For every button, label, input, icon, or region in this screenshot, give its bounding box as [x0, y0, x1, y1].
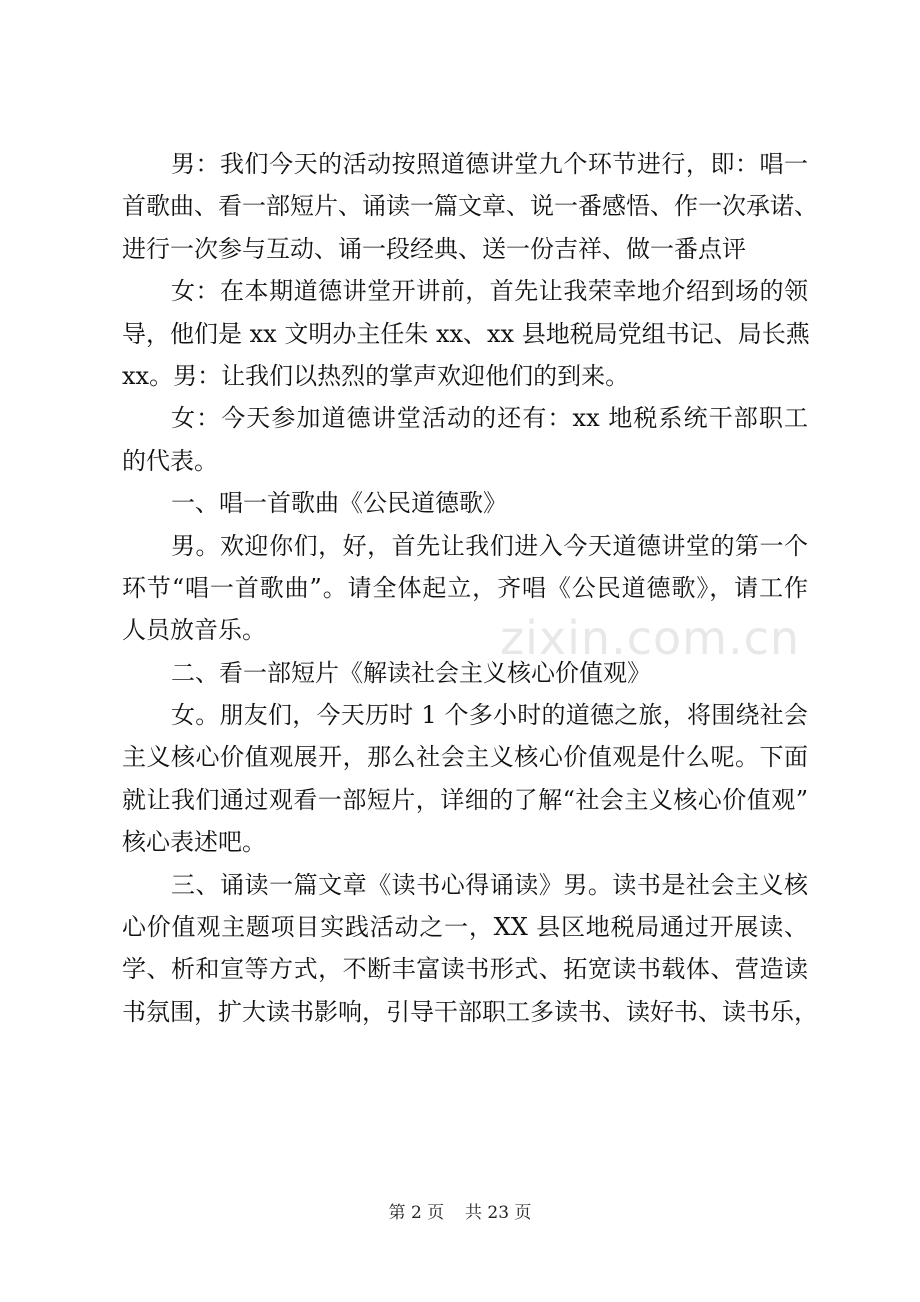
text-line: 心价值观主题项目实践活动之一，XX 县区地税局通过开展读、: [122, 913, 808, 942]
text-line: 就让我们通过观看一部短片，详细的了解“社会主义核心价值观”: [122, 785, 808, 814]
text-line: 三、诵读一篇文章《读书心得诵读》男。读书是社会主义核: [171, 870, 808, 899]
section-heading: 二、看一部短片《解读社会主义核心价值观》: [171, 658, 651, 687]
text-line: 主义核心价值观展开，那么社会主义核心价值观是什么呢。下面: [122, 743, 808, 772]
page-number: 第 2 页: [388, 1203, 445, 1223]
text-line: 男：我们今天的活动按照道德讲堂九个环节进行，即：唱一: [171, 150, 808, 178]
text-line: xx。男：让我们以热烈的掌声欢迎他们的到来。: [122, 361, 630, 390]
text-line: 环节“唱一首歌曲”。请全体起立，齐唱《公民道德歌》，请工作: [122, 573, 808, 602]
text-line: 男。欢迎你们，好，首先让我们进入今天道德讲堂的第一个: [171, 531, 808, 560]
text-line: 核心表述吧。: [122, 828, 266, 857]
document-body: [122, 143, 818, 1033]
section-heading: 一、唱一首歌曲《公民道德歌》: [171, 489, 507, 518]
text-line: 人员放音乐。: [122, 616, 266, 645]
watermark: zixin.com.cn: [500, 611, 801, 665]
text-line: 女。朋友们，今天历时 1 个多小时的道德之旅，将围绕社会: [171, 701, 808, 730]
text-line: 首歌曲、看一部短片、诵读一篇文章、说一番感悟、作一次承诺、: [122, 192, 818, 221]
text-line: 导，他们是 xx 文明办主任朱 xx、xx 县地税局党组书记、局长燕: [122, 319, 810, 348]
text-line: 书氛围，扩大读书影响，引导干部职工多读书、读好书、读书乐，: [122, 997, 818, 1026]
text-line: 进行一次参与互动、诵一段经典、送一份吉祥、做一番点评: [122, 234, 746, 263]
text-line: 女：今天参加道德讲堂活动的还有：xx 地税系统干部职工: [171, 404, 808, 433]
text-line: 的代表。: [122, 446, 218, 475]
text-line: 学、析和宣等方式，不断丰富读书形式、拓宽读书载体、营造读: [122, 955, 808, 984]
page-footer: [0, 1198, 920, 1223]
text-line: 女：在本期道德讲堂开讲前，首先让我荣幸地介绍到场的领: [171, 277, 808, 306]
page-total: 共 23 页: [464, 1203, 532, 1223]
